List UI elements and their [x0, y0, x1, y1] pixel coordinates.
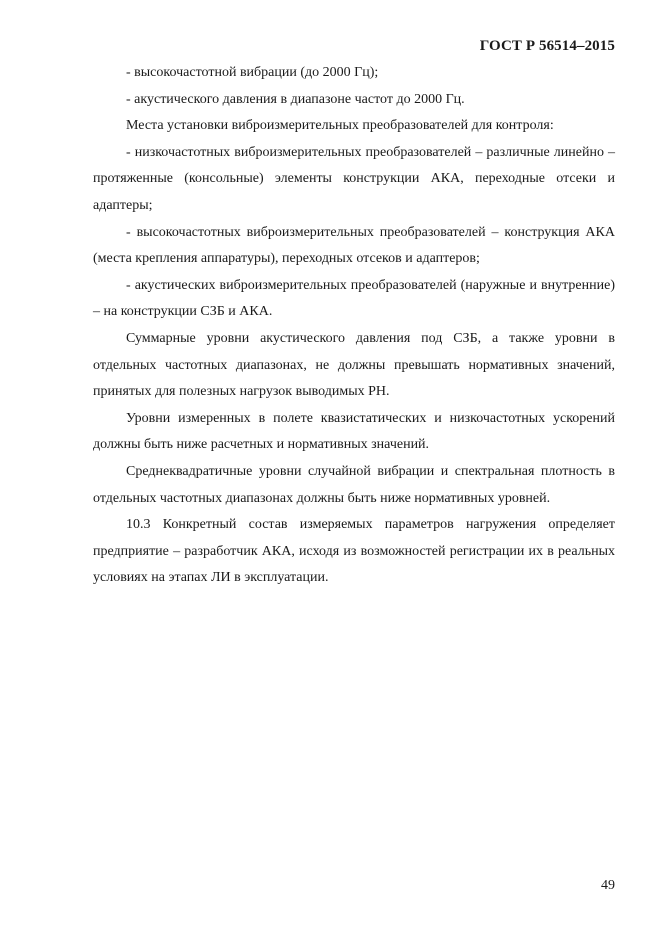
paragraph-acoustic-sensors: - акустических виброизмерительных преобразователей (наружные и внутренние) – на конструкции СЗБ и АКА.	[93, 277, 615, 320]
paragraph-sensor-locations-intro: Места установки виброизмерительных преобразователей для контроля:	[126, 118, 554, 134]
document-code-header: ГОСТ Р 56514–2015	[479, 38, 615, 54]
document-body	[93, 60, 615, 592]
paragraph-random-vibration: Среднеквадратичные уровни случайной вибрации и спектральная плотность в отдельных частотных диапазонах должны быть ниже нормативных уровней.	[93, 463, 615, 506]
paragraph-acoustic-pressure: - акустического давления в диапазоне частот до 2000 Гц.	[126, 91, 465, 107]
page-number: 49	[601, 878, 615, 893]
paragraph-low-frequency-sensors: - низкочастотных виброизмерительных преобразователей – различные линейно – протяженные (консольные) элементы конструкции АКА, переходные отсеки и адаптеры;	[93, 144, 615, 213]
paragraph-high-frequency-vibration: - высокочастотной вибрации (до 2000 Гц);	[126, 65, 379, 80]
paragraph-section-10-3: 10.3 Конкретный состав измеряемых параметров нагружения определяет предприятие – разработчик АКА, исходя из возможностей регистрации их в реальных условиях на этапах ЛИ в эксплуатации.	[93, 517, 615, 586]
paragraph-total-acoustic-levels: Суммарные уровни акустического давления под СЗБ, а также уровни в отдельных частотных диапазонах, не должны превышать нормативных значений, принятых для полезных нагрузок выводимых РН.	[93, 330, 615, 400]
paragraph-acceleration-levels: Уровни измеренных в полете квазистатических и низкочастотных ускорений должны быть ниже расчетных и нормативных значений.	[93, 410, 615, 453]
paragraph-high-frequency-sensors: - высокочастотных виброизмерительных преобразователей – конструкция АКА (места крепления аппаратуры), переходных отсеков и адаптеров;	[93, 224, 615, 267]
